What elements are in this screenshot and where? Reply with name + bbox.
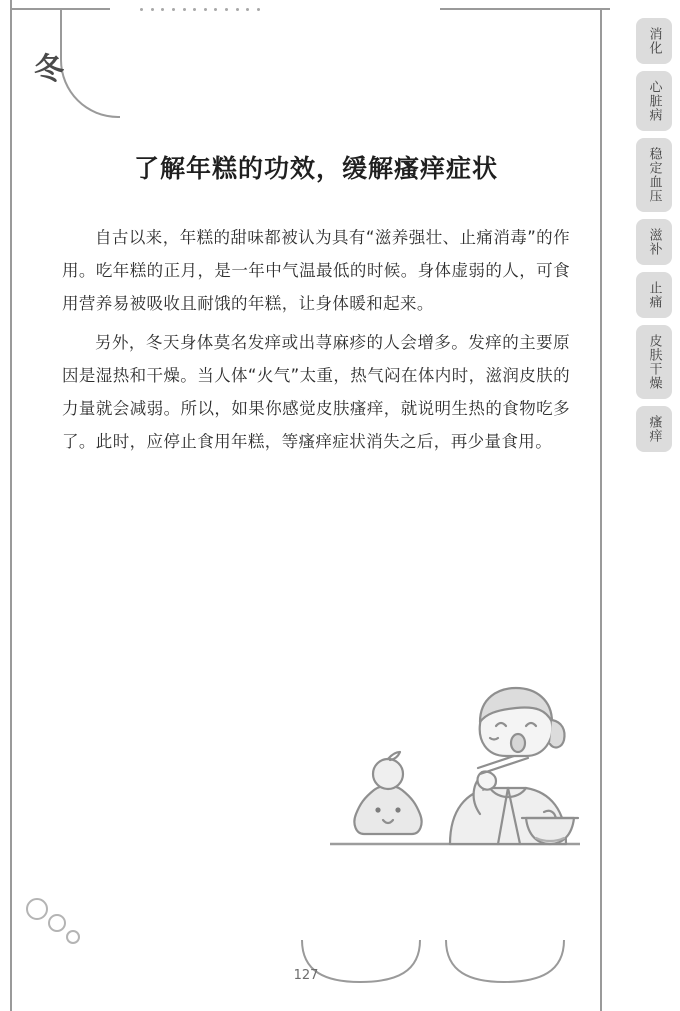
frame-corner-curve bbox=[60, 8, 120, 118]
bubble-large bbox=[26, 898, 48, 920]
bubble-decoration bbox=[22, 892, 102, 962]
frame-left-rule bbox=[10, 0, 12, 1011]
index-rail bbox=[612, 0, 680, 1011]
index-tab-heart-disease[interactable]: 心脏病 bbox=[636, 71, 672, 131]
paragraph-2: 另外，冬天身体莫名发痒或出荨麻疹的人会增多。发痒的主要原因是湿热和干燥。当人体“火气”太重，热气闷在体内时，滋润皮肤的力量就会减弱。所以，如果你感觉皮肤瘙痒，就说明生热的食物吃多了。此时，应停止食用年糕，等瘙痒症状消失之后，再少量食用。 bbox=[62, 332, 570, 451]
bubble-small bbox=[66, 930, 80, 944]
index-tab-dry-skin[interactable]: 皮肤干燥 bbox=[636, 325, 672, 399]
index-tab-digestion[interactable]: 消化 bbox=[636, 18, 672, 64]
frame-top-right-rule bbox=[440, 8, 610, 10]
illustration bbox=[330, 648, 580, 888]
index-tab-pain-relief[interactable]: 止痛 bbox=[636, 272, 672, 318]
index-tab-nourishment[interactable]: 滋补 bbox=[636, 219, 672, 265]
bubble-medium bbox=[48, 914, 66, 932]
article-body bbox=[62, 132, 570, 464]
page-number: 127 bbox=[293, 968, 319, 983]
frame-dotted-rule bbox=[140, 8, 260, 11]
index-tab-stable-blood-pressure[interactable]: 稳定血压 bbox=[636, 138, 672, 212]
frame-right-rule bbox=[600, 8, 602, 1011]
page-title: 了解年糕的功效，缓解瘙痒症状 bbox=[133, 153, 498, 183]
paragraph-1: 自古以来，年糕的甜味都被认为具有“滋养强壮、止痛消毒”的作用。吃年糕的正月，是一年中气温最低的时候。身体虚弱的人，可食用营养易被吸收且耐饿的年糕，让身体暖和起来。 bbox=[62, 227, 570, 313]
index-tab-itching[interactable]: 瘙痒 bbox=[636, 406, 672, 452]
season-tag: 冬 bbox=[34, 52, 64, 87]
index-tab-list bbox=[636, 18, 672, 452]
